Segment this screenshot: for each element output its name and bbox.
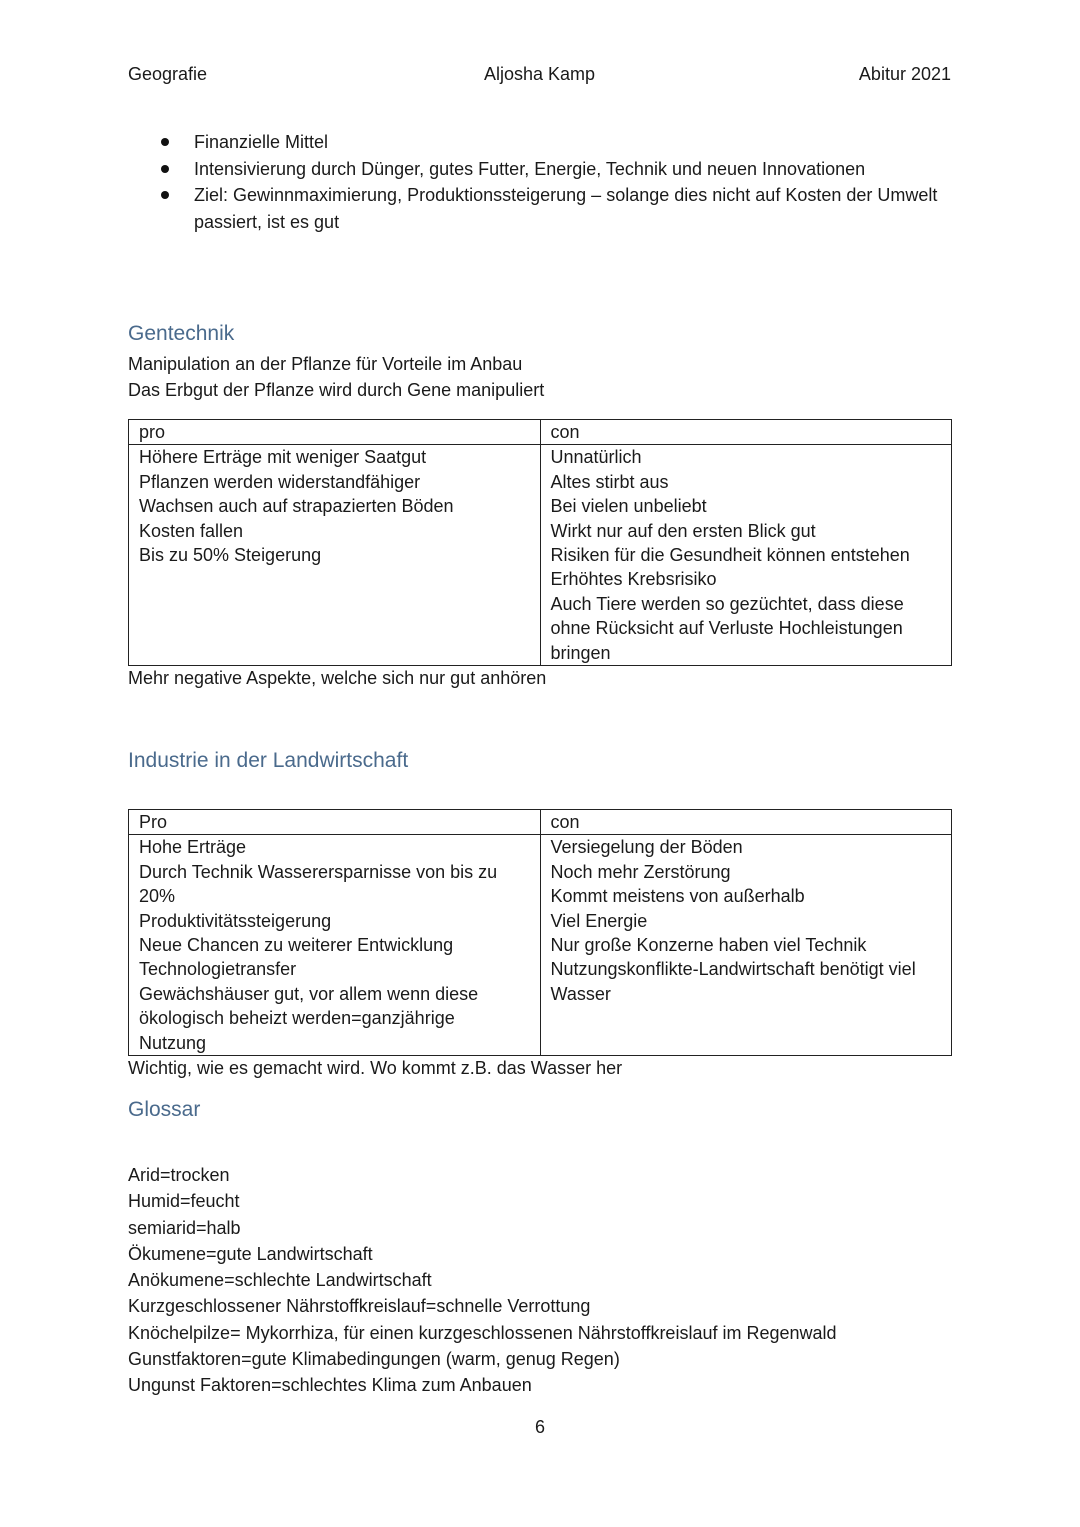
con-item: Viel Energie: [550, 910, 648, 931]
glossary-item: Knöchelpilze= Mykorrhiza, für einen kurzgeschlossenen Nährstoffkreislauf im Regenwald: [128, 1322, 837, 1343]
con-item: Nutzungskonflikte-Landwirtschaft benötigt viel: [550, 959, 916, 980]
pro-item: ökologisch beheizt werden=ganzjährige: [139, 1008, 455, 1029]
glossary-item: Ökumene=gute Landwirtschaft: [128, 1243, 373, 1264]
con-item: bringen: [550, 642, 611, 663]
con-item: ohne Rücksicht auf Verluste Hochleistungen: [550, 618, 903, 639]
bullet-icon: [161, 138, 169, 146]
glossary-list: [128, 1162, 837, 1399]
con-item: Noch mehr Zerstörung: [550, 861, 731, 882]
pro-cell: [129, 835, 541, 1056]
pro-item: Kosten fallen: [139, 520, 244, 541]
glossary-item: Kurzgeschlossener Nährstoffkreislauf=schnelle Verrottung: [128, 1296, 591, 1317]
pro-item: Produktivitätssteigerung: [139, 910, 332, 931]
table-header-con: con: [540, 420, 952, 445]
industrie-conclusion: Wichtig, wie es gemacht wird. Wo kommt z.B. das Wasser her: [128, 1058, 623, 1078]
con-item: Erhöhtes Krebsrisiko: [550, 569, 717, 590]
pro-item: Gewächshäuser gut, vor allem wenn diese: [139, 983, 479, 1004]
pro-item: Bis zu 50% Steigerung: [139, 545, 322, 566]
con-item: Unnatürlich: [550, 447, 642, 468]
section-title-industrie: Industrie in der Landwirtschaft: [128, 749, 409, 772]
bullet-item: Intensivierung durch Dünger, gutes Futter, Energie, Technik und neuen Innovationen: [128, 156, 958, 183]
table-header-pro: Pro: [129, 810, 541, 835]
bullet-icon: [161, 191, 169, 199]
pro-item: Hohe Erträge: [139, 837, 247, 858]
pro-item: 20%: [139, 886, 176, 907]
bullet-icon: [161, 165, 169, 173]
pro-cell: [129, 445, 541, 666]
header-exam: Abitur 2021: [858, 64, 951, 84]
pro-item: Neue Chancen zu weiterer Entwicklung: [139, 935, 454, 956]
gentechnik-intro-line: Manipulation an der Pflanze für Vorteile im Anbau: [128, 354, 523, 374]
glossary-item: Ungunst Faktoren=schlechtes Klima zum Anbauen: [128, 1375, 532, 1396]
glossary-item: Anökumene=schlechte Landwirtschaft: [128, 1270, 432, 1291]
pro-item: Wachsen auch auf strapazierten Böden: [139, 496, 454, 517]
con-item: Risiken für die Gesundheit können entstehen: [550, 545, 910, 566]
page-header: [128, 64, 951, 90]
glossary-item: Humid=feucht: [128, 1191, 240, 1212]
con-cell: [540, 835, 952, 1056]
table-header-pro: pro: [129, 420, 541, 445]
glossary-item: Gunstfaktoren=gute Klimabedingungen (warm, genug Regen): [128, 1349, 620, 1370]
gentechnik-pro-con-table: [128, 419, 952, 666]
pro-item: Durch Technik Wasserersparnisse von bis zu: [139, 861, 498, 882]
glossary-item: semiarid=halb: [128, 1217, 241, 1238]
glossary-item: Arid=trocken: [128, 1165, 230, 1185]
con-cell: [540, 445, 952, 666]
pro-item: Nutzung: [139, 1032, 207, 1053]
header-author: Aljosha Kamp: [483, 64, 596, 84]
gentechnik-intro-line: Das Erbgut der Pflanze wird durch Gene manipuliert: [128, 380, 545, 400]
con-item: Altes stirbt aus: [550, 471, 669, 492]
con-item: Bei vielen unbeliebt: [550, 496, 707, 517]
pro-item: Technologietransfer: [139, 959, 297, 980]
con-item: Auch Tiere werden so gezüchtet, dass diese: [550, 593, 904, 614]
gentechnik-conclusion: Mehr negative Aspekte, welche sich nur gut anhören: [128, 668, 547, 688]
con-item: Kommt meistens von außerhalb: [550, 886, 805, 907]
page-number: 6: [534, 1417, 545, 1437]
industrie-pro-con-table: [128, 809, 952, 1056]
con-item: Wasser: [550, 983, 611, 1004]
bullet-item: Finanzielle Mittel: [128, 129, 958, 156]
con-item: Wirkt nur auf den ersten Blick gut: [550, 520, 816, 541]
pro-item: Pflanzen werden widerstandfähiger: [139, 471, 421, 492]
section-title-gentechnik: Gentechnik: [128, 322, 235, 345]
bullet-item: Ziel: Gewinnmaximierung, Produktionssteigerung – solange dies nicht auf Kosten der Umwelt passiert, ist es gut: [128, 182, 958, 235]
bullet-list: [128, 129, 958, 235]
table-header-con: con: [540, 810, 952, 835]
section-title-glossar: Glossar: [128, 1098, 201, 1121]
header-subject: Geografie: [128, 64, 208, 84]
con-item: Nur große Konzerne haben viel Technik: [550, 935, 867, 956]
pro-item: Höhere Erträge mit weniger Saatgut: [139, 447, 427, 468]
con-item: Versiegelung der Böden: [550, 837, 743, 858]
